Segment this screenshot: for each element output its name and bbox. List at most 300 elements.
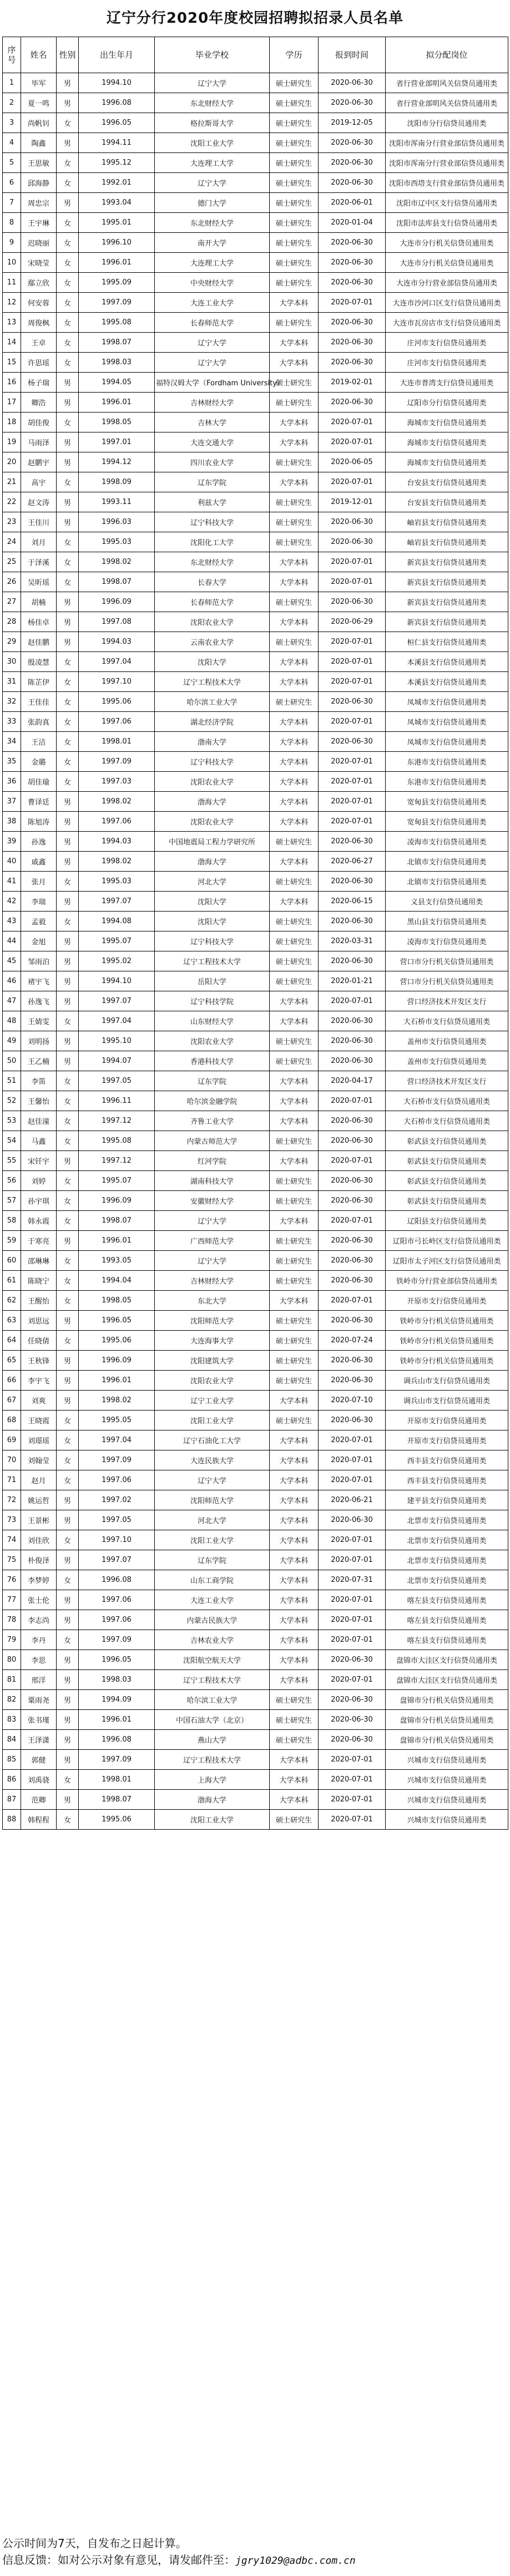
cell-position: 台安县支行信贷员通用类 — [386, 492, 508, 512]
cell-university: 沈阳工业大学 — [155, 1810, 270, 1830]
cell-report-date: 2020-07-01 — [319, 1750, 386, 1770]
cell-report-date: 2020-07-01 — [319, 552, 386, 572]
cell-name: 胡佳瑜 — [21, 772, 57, 792]
cell-degree: 大学本科 — [270, 812, 319, 832]
cell-name: 周俊枫 — [21, 313, 57, 333]
cell-report-date: 2020-07-31 — [319, 1570, 386, 1590]
cell-index: 31 — [3, 672, 21, 692]
cell-gender: 女 — [57, 1530, 79, 1550]
cell-position: 东港市支行信贷员通用类 — [386, 752, 508, 772]
table-row — [3, 353, 508, 373]
cell-report-date: 2020-06-30 — [319, 73, 386, 93]
table-row — [3, 1470, 508, 1490]
cell-gender: 女 — [57, 1470, 79, 1490]
cell-index: 39 — [3, 832, 21, 852]
cell-gender: 女 — [57, 333, 79, 353]
cell-report-date: 2020-06-30 — [319, 592, 386, 612]
cell-position: 彰武县支行信贷员通用类 — [386, 1151, 508, 1171]
cell-index: 22 — [3, 492, 21, 512]
cell-degree: 大学本科 — [270, 1630, 319, 1650]
cell-gender: 女 — [57, 692, 79, 712]
cell-position: 台安县支行信贷员通用类 — [386, 472, 508, 492]
cell-report-date: 2019-12-01 — [319, 492, 386, 512]
cell-report-date: 2020-06-30 — [319, 273, 386, 293]
cell-university: 云南农业大学 — [155, 632, 270, 652]
cell-report-date: 2020-07-01 — [319, 293, 386, 313]
cell-position: 义县支行信贷员通用类 — [386, 892, 508, 912]
table-row — [3, 193, 508, 213]
cell-position: 庄河市支行信贷员通用类 — [386, 333, 508, 353]
cell-birth: 1998.02 — [79, 852, 155, 872]
cell-university: 大连理工大学 — [155, 253, 270, 273]
cell-name: 高宇 — [21, 472, 57, 492]
cell-gender: 男 — [57, 971, 79, 991]
cell-gender: 男 — [57, 1371, 79, 1391]
cell-report-date: 2020-06-30 — [319, 1191, 386, 1211]
cell-report-date: 2020-06-30 — [319, 333, 386, 353]
cell-name: 王景彬 — [21, 1510, 57, 1530]
cell-degree: 硕士研究生 — [270, 1191, 319, 1211]
cell-position: 新宾县支行信贷员通用类 — [386, 572, 508, 592]
cell-birth: 1997.09 — [79, 1750, 155, 1770]
cell-university: 湖北经济学院 — [155, 712, 270, 732]
cell-position: 辽阳市分行信贷员通用类 — [386, 393, 508, 413]
cell-gender: 男 — [57, 1151, 79, 1171]
cell-name: 何安蓉 — [21, 293, 57, 313]
cell-report-date: 2020-07-01 — [319, 572, 386, 592]
table-row — [3, 552, 508, 572]
cell-gender: 男 — [57, 1650, 79, 1670]
cell-index: 62 — [3, 1291, 21, 1311]
cell-degree: 硕士研究生 — [270, 971, 319, 991]
cell-position: 建平县支行信贷员通用类 — [386, 1490, 508, 1510]
cell-university: 吉林农业大学 — [155, 1630, 270, 1650]
cell-index: 19 — [3, 432, 21, 452]
cell-degree: 大学本科 — [270, 472, 319, 492]
cell-name: 孙逸飞 — [21, 991, 57, 1011]
cell-name: 宋晓莹 — [21, 253, 57, 273]
table-row — [3, 812, 508, 832]
cell-index: 23 — [3, 512, 21, 532]
cell-position: 沈阳市法库县支行信贷员通用类 — [386, 213, 508, 233]
cell-university: 长春大学 — [155, 572, 270, 592]
cell-gender: 女 — [57, 1251, 79, 1271]
cell-index: 65 — [3, 1351, 21, 1371]
table-row — [3, 1031, 508, 1051]
cell-name: 韩程程 — [21, 1810, 57, 1830]
cell-name: 李瑞 — [21, 892, 57, 912]
cell-gender: 男 — [57, 133, 79, 153]
cell-gender: 男 — [57, 73, 79, 93]
cell-position: 沈阳市辽中区支行信贷员通用类 — [386, 193, 508, 213]
table-row — [3, 532, 508, 552]
cell-birth: 1995.02 — [79, 951, 155, 971]
cell-name: 胡楠 — [21, 592, 57, 612]
cell-degree: 大学本科 — [270, 1470, 319, 1490]
table-row — [3, 991, 508, 1011]
cell-position: 大连市分行机关信贷员通用类 — [386, 233, 508, 253]
cell-name: 周忠宗 — [21, 193, 57, 213]
cell-name: 李志尚 — [21, 1610, 57, 1630]
cell-birth: 1997.01 — [79, 432, 155, 452]
cell-position: 北票市支行信贷员通用类 — [386, 1570, 508, 1590]
cell-report-date: 2020-07-01 — [319, 472, 386, 492]
cell-gender: 男 — [57, 393, 79, 413]
cell-name: 李思 — [21, 1650, 57, 1670]
cell-gender: 女 — [57, 1211, 79, 1231]
cell-report-date: 2020-07-01 — [319, 1630, 386, 1650]
cell-name: 刘明扬 — [21, 1031, 57, 1051]
table-row — [3, 472, 508, 492]
cell-index: 37 — [3, 792, 21, 812]
cell-name: 刘思远 — [21, 1311, 57, 1331]
cell-birth: 1997.09 — [79, 752, 155, 772]
cell-gender: 女 — [57, 173, 79, 193]
cell-university: 中国地震局工程力学研究所 — [155, 832, 270, 852]
cell-birth: 1998.07 — [79, 1790, 155, 1810]
cell-degree: 硕士研究生 — [270, 1371, 319, 1391]
cell-birth: 1998.01 — [79, 1770, 155, 1790]
cell-position: 大连市分行营业部信贷员通用类 — [386, 273, 508, 293]
cell-university: 辽宁工程技术大学 — [155, 672, 270, 692]
cell-birth: 1997.03 — [79, 772, 155, 792]
cell-university: 大连民族大学 — [155, 1450, 270, 1470]
cell-birth: 1997.12 — [79, 1111, 155, 1131]
cell-report-date: 2020-06-30 — [319, 1650, 386, 1670]
cell-university: 渤海大学 — [155, 1790, 270, 1810]
cell-birth: 1997.06 — [79, 1610, 155, 1630]
cell-report-date: 2020-07-01 — [319, 1790, 386, 1810]
cell-degree: 大学本科 — [270, 1490, 319, 1510]
cell-name: 戚鑫 — [21, 852, 57, 872]
cell-name: 杨佳卓 — [21, 612, 57, 632]
cell-gender: 男 — [57, 852, 79, 872]
cell-degree: 大学本科 — [270, 293, 319, 313]
table-row — [3, 233, 508, 253]
cell-index: 17 — [3, 393, 21, 413]
cell-university: 渤南大学 — [155, 732, 270, 752]
table-row — [3, 1530, 508, 1550]
cell-gender: 女 — [57, 1570, 79, 1590]
cell-index: 71 — [3, 1470, 21, 1490]
cell-university: 沈阳师范大学 — [155, 1311, 270, 1331]
table-row — [3, 1291, 508, 1311]
cell-university: 辽宁科技学院 — [155, 991, 270, 1011]
cell-report-date: 2020-07-01 — [319, 1550, 386, 1570]
cell-degree: 硕士研究生 — [270, 1810, 319, 1830]
cell-degree: 硕士研究生 — [270, 1251, 319, 1271]
cell-name: 张韵真 — [21, 712, 57, 732]
cell-name: 于寒亮 — [21, 1231, 57, 1251]
cell-index: 11 — [3, 273, 21, 293]
cell-birth: 1994.05 — [79, 373, 155, 393]
cell-degree: 大学本科 — [270, 1510, 319, 1530]
cell-university: 沈阳农业大学 — [155, 772, 270, 792]
cell-name: 赵佳潼 — [21, 1111, 57, 1131]
cell-birth: 1995.12 — [79, 153, 155, 173]
cell-name: 李丹 — [21, 1630, 57, 1650]
cell-degree: 硕士研究生 — [270, 1171, 319, 1191]
cell-report-date: 2020-06-21 — [319, 1490, 386, 1510]
cell-index: 35 — [3, 752, 21, 772]
cell-name: 卿浩 — [21, 393, 57, 413]
cell-gender: 女 — [57, 572, 79, 592]
cell-report-date: 2020-07-01 — [319, 432, 386, 452]
cell-position: 喀左县支行信贷员通用类 — [386, 1630, 508, 1650]
cell-gender: 男 — [57, 1510, 79, 1530]
cell-university: 渤海大学 — [155, 792, 270, 812]
cell-name: 王洁 — [21, 732, 57, 752]
cell-birth: 1997.06 — [79, 712, 155, 732]
cell-birth: 1997.06 — [79, 1590, 155, 1610]
cell-position: 盖州市支行信贷员通用类 — [386, 1031, 508, 1051]
cell-gender: 男 — [57, 1550, 79, 1570]
cell-index: 24 — [3, 532, 21, 552]
table-row — [3, 1710, 508, 1730]
table-row — [3, 912, 508, 931]
table-row — [3, 712, 508, 732]
cell-gender: 女 — [57, 912, 79, 931]
table-row — [3, 333, 508, 353]
cell-index: 8 — [3, 213, 21, 233]
feedback-email: jgry1029@adbc.com.cn — [235, 2555, 356, 2567]
table-row — [3, 652, 508, 672]
cell-report-date: 2020-07-01 — [319, 752, 386, 772]
table-row — [3, 1371, 508, 1391]
cell-degree: 大学本科 — [270, 1530, 319, 1550]
cell-position: 大连市普湾支行信贷员通用类 — [386, 373, 508, 393]
cell-degree: 硕士研究生 — [270, 1051, 319, 1071]
cell-university: 哈尔滨金融学院 — [155, 1091, 270, 1111]
cell-degree: 大学本科 — [270, 413, 319, 432]
cell-gender: 男 — [57, 1051, 79, 1071]
table-row — [3, 1331, 508, 1351]
table-row — [3, 1590, 508, 1610]
cell-degree: 大学本科 — [270, 752, 319, 772]
cell-report-date: 2020-07-01 — [319, 1810, 386, 1830]
cell-gender: 女 — [57, 532, 79, 552]
cell-index: 75 — [3, 1550, 21, 1570]
cell-position: 调兵山市支行信贷员通用类 — [386, 1391, 508, 1411]
cell-report-date: 2019-12-05 — [319, 113, 386, 133]
cell-gender: 女 — [57, 313, 79, 333]
cell-university: 沈阳化工大学 — [155, 532, 270, 552]
cell-gender: 女 — [57, 413, 79, 432]
cell-position: 新宾县支行信贷员通用类 — [386, 552, 508, 572]
cell-university: 辽宁科技大学 — [155, 752, 270, 772]
cell-gender: 男 — [57, 1311, 79, 1331]
cell-report-date: 2020-07-01 — [319, 772, 386, 792]
cell-position: 北镇市支行信贷员通用类 — [386, 872, 508, 892]
cell-university: 哈尔滨工业大学 — [155, 692, 270, 712]
cell-degree: 大学本科 — [270, 672, 319, 692]
cell-birth: 1997.09 — [79, 1450, 155, 1470]
cell-position: 大连市分行机关信贷员通用类 — [386, 253, 508, 273]
cell-birth: 1998.02 — [79, 792, 155, 812]
table-row — [3, 892, 508, 912]
table-row — [3, 931, 508, 951]
cell-university: 辽宁大学 — [155, 1211, 270, 1231]
cell-report-date: 2020-07-10 — [319, 1391, 386, 1411]
cell-report-date: 2020-06-30 — [319, 173, 386, 193]
cell-gender: 女 — [57, 872, 79, 892]
cell-degree: 硕士研究生 — [270, 93, 319, 113]
cell-gender: 女 — [57, 1810, 79, 1830]
cell-degree: 硕士研究生 — [270, 632, 319, 652]
cell-degree: 大学本科 — [270, 1670, 319, 1690]
cell-birth: 1996.01 — [79, 1710, 155, 1730]
cell-birth: 1995.01 — [79, 213, 155, 233]
cell-birth: 1995.05 — [79, 1411, 155, 1430]
cell-position: 喀左县支行信贷员通用类 — [386, 1590, 508, 1610]
cell-position: 铁岭市分行营业部信贷员通用类 — [386, 1271, 508, 1291]
table-row — [3, 153, 508, 173]
cell-name: 夏一鸣 — [21, 93, 57, 113]
cell-position: 北镇市支行信贷员通用类 — [386, 852, 508, 872]
cell-report-date: 2020-06-30 — [319, 1510, 386, 1530]
cell-birth: 1998.07 — [79, 333, 155, 353]
cell-birth: 1995.06 — [79, 692, 155, 712]
table-row — [3, 612, 508, 632]
cell-position: 盘锦市分行机关信贷员通用类 — [386, 1690, 508, 1710]
cell-degree: 硕士研究生 — [270, 273, 319, 293]
cell-university: 长春师范大学 — [155, 592, 270, 612]
cell-birth: 1997.05 — [79, 1071, 155, 1091]
cell-report-date: 2020-07-01 — [319, 1291, 386, 1311]
cell-degree: 硕士研究生 — [270, 492, 319, 512]
cell-report-date: 2020-06-30 — [319, 692, 386, 712]
cell-position: 兴城市支行信贷员通用类 — [386, 1790, 508, 1810]
cell-birth: 1995.08 — [79, 313, 155, 333]
cell-report-date: 2020-06-30 — [319, 951, 386, 971]
cell-report-date: 2020-01-04 — [319, 213, 386, 233]
cell-degree: 大学本科 — [270, 792, 319, 812]
cell-index: 61 — [3, 1271, 21, 1291]
cell-index: 68 — [3, 1411, 21, 1430]
cell-report-date: 2020-06-30 — [319, 133, 386, 153]
cell-position: 盘锦市分行机关信贷员通用类 — [386, 1710, 508, 1730]
cell-gender: 男 — [57, 492, 79, 512]
cell-gender: 男 — [57, 512, 79, 532]
cell-degree: 硕士研究生 — [270, 393, 319, 413]
cell-position: 沈阳市分行信贷员通用类 — [386, 113, 508, 133]
table-row — [3, 1151, 508, 1171]
cell-birth: 1998.03 — [79, 1670, 155, 1690]
table-row — [3, 572, 508, 592]
cell-name: 刘月 — [21, 532, 57, 552]
table-row — [3, 1231, 508, 1251]
col-header-gender: 性别 — [57, 37, 79, 73]
cell-position: 凤城市支行信贷员通用类 — [386, 692, 508, 712]
cell-degree: 大学本科 — [270, 1570, 319, 1590]
cell-birth: 1994.09 — [79, 1690, 155, 1710]
cell-position: 黑山县支行信贷员通用类 — [386, 912, 508, 931]
cell-gender: 男 — [57, 452, 79, 472]
cell-index: 20 — [3, 452, 21, 472]
cell-birth: 1994.08 — [79, 912, 155, 931]
cell-report-date: 2020-07-01 — [319, 1590, 386, 1610]
cell-birth: 1997.08 — [79, 612, 155, 632]
cell-position: 彰武县支行信贷员通用类 — [386, 1191, 508, 1211]
cell-degree: 硕士研究生 — [270, 452, 319, 472]
cell-degree: 大学本科 — [270, 1590, 319, 1610]
cell-birth: 1996.09 — [79, 1191, 155, 1211]
cell-university: 山东财经大学 — [155, 1011, 270, 1031]
cell-index: 18 — [3, 413, 21, 432]
cell-report-date: 2020-06-30 — [319, 1271, 386, 1291]
cell-index: 29 — [3, 632, 21, 652]
cell-index: 56 — [3, 1171, 21, 1191]
cell-degree: 硕士研究生 — [270, 512, 319, 532]
cell-degree: 大学本科 — [270, 852, 319, 872]
cell-university: 辽宁大学 — [155, 1470, 270, 1490]
table-row — [3, 1750, 508, 1770]
cell-university: 沈阳师范大学 — [155, 1490, 270, 1510]
cell-degree: 大学本科 — [270, 1211, 319, 1231]
cell-university: 吉林大学 — [155, 413, 270, 432]
cell-birth: 1995.09 — [79, 273, 155, 293]
cell-degree: 硕士研究生 — [270, 153, 319, 173]
cell-birth: 1996.09 — [79, 1351, 155, 1371]
cell-university: 东北财经大学 — [155, 93, 270, 113]
cell-index: 41 — [3, 872, 21, 892]
cell-name: 赵鹏宇 — [21, 452, 57, 472]
cell-degree: 大学本科 — [270, 1111, 319, 1131]
cell-report-date: 2020-06-30 — [319, 153, 386, 173]
cell-position: 辽阳市弓长岭区支行信贷员通用类 — [386, 1231, 508, 1251]
cell-gender: 女 — [57, 273, 79, 293]
cell-gender: 男 — [57, 1490, 79, 1510]
cell-degree: 硕士研究生 — [270, 1331, 319, 1351]
table-row — [3, 1490, 508, 1510]
cell-position: 海城市支行信贷员通用类 — [386, 432, 508, 452]
cell-report-date: 2020-07-01 — [319, 632, 386, 652]
cell-index: 59 — [3, 1231, 21, 1251]
cell-university: 大连工业大学 — [155, 293, 270, 313]
cell-birth: 1997.06 — [79, 812, 155, 832]
cell-index: 42 — [3, 892, 21, 912]
cell-position: 兴城市支行信贷员通用类 — [386, 1770, 508, 1790]
table-row — [3, 1011, 508, 1031]
cell-index: 49 — [3, 1031, 21, 1051]
cell-index: 51 — [3, 1071, 21, 1091]
cell-name: 邢洋 — [21, 1670, 57, 1690]
cell-birth: 1997.02 — [79, 1490, 155, 1510]
cell-position: 彰武县支行信贷员通用类 — [386, 1131, 508, 1151]
cell-birth: 1998.02 — [79, 1391, 155, 1411]
cell-degree: 硕士研究生 — [270, 912, 319, 931]
table-row — [3, 692, 508, 712]
cell-degree: 大学本科 — [270, 1391, 319, 1411]
cell-gender: 男 — [57, 991, 79, 1011]
cell-gender: 男 — [57, 373, 79, 393]
cell-report-date: 2020-07-01 — [319, 652, 386, 672]
cell-index: 6 — [3, 173, 21, 193]
cell-name: 邱海静 — [21, 173, 57, 193]
cell-gender: 女 — [57, 1411, 79, 1430]
cell-position: 盖州市支行信贷员通用类 — [386, 1051, 508, 1071]
col-header-university: 毕业学校 — [155, 37, 270, 73]
cell-gender: 女 — [57, 233, 79, 253]
cell-university: 山东工商学院 — [155, 1570, 270, 1590]
cell-index: 83 — [3, 1710, 21, 1730]
cell-report-date: 2020-06-30 — [319, 1710, 386, 1730]
cell-report-date: 2020-06-30 — [319, 872, 386, 892]
cell-name: 尚帆钊 — [21, 113, 57, 133]
cell-position: 调兵山市支行信贷员通用类 — [386, 1371, 508, 1391]
cell-report-date: 2020-07-01 — [319, 1450, 386, 1470]
cell-index: 13 — [3, 313, 21, 333]
